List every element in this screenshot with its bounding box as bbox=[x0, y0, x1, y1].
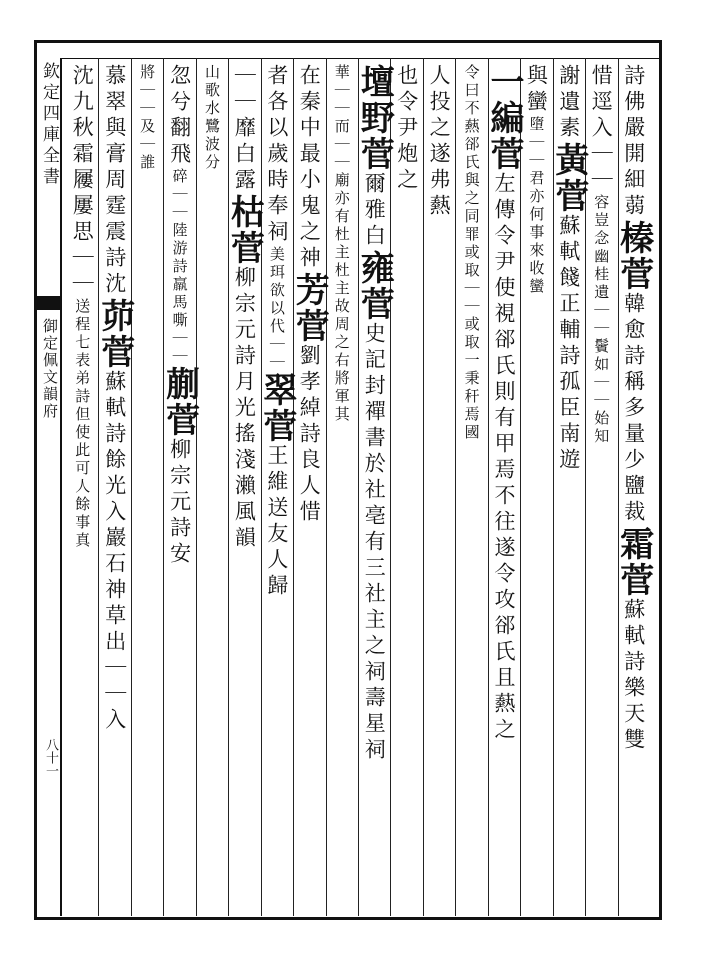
entry-headword: 黃菅 bbox=[548, 142, 589, 214]
column-rule bbox=[131, 58, 132, 916]
entry-headword: 壇野菅 bbox=[354, 64, 395, 172]
body-text: ｜｜靡白露 bbox=[232, 64, 257, 194]
entry-headword: 茆菅 bbox=[94, 298, 135, 370]
commentary-text: 送程七表弟詩但使此可人餘事真 bbox=[73, 298, 92, 550]
text-column bbox=[198, 64, 226, 914]
body-text: 沈九秋霜屨屢思｜｜ bbox=[70, 64, 95, 298]
commentary-text: 而｜｜廟亦有杜主杜主故周之右將軍其 bbox=[332, 118, 351, 424]
commentary-text: 容豈念幽桂遺｜｜ bbox=[592, 194, 611, 338]
column-rule bbox=[423, 58, 424, 916]
entry-headword: 翠菅 bbox=[256, 372, 297, 444]
body-text: 柳宗元詩月光搖淺瀨風韻 bbox=[232, 266, 257, 552]
column-rule bbox=[390, 58, 391, 916]
fish-tail-mark bbox=[34, 296, 60, 310]
body-text: 與蠻 bbox=[524, 64, 549, 116]
text-column bbox=[522, 64, 550, 914]
text-column bbox=[548, 64, 589, 914]
header-rule bbox=[60, 58, 662, 59]
text-column bbox=[94, 64, 135, 914]
commentary-text: 碎｜｜陸游詩羸馬嘶｜｜ bbox=[170, 168, 189, 366]
commentary-text: 墮｜｜君亦何事來收蠻 bbox=[527, 116, 546, 296]
column-rule bbox=[163, 58, 164, 916]
body-text: 蘇軾詩樂天雙 bbox=[621, 598, 646, 754]
text-column bbox=[159, 64, 200, 914]
margin-title: 欽定四庫全書 bbox=[39, 62, 59, 188]
column-rule bbox=[358, 58, 359, 916]
column-rule bbox=[98, 58, 99, 916]
column-rule bbox=[261, 58, 262, 916]
commentary-text: 山歌水鷺波分 bbox=[203, 64, 221, 172]
text-column bbox=[613, 64, 654, 914]
entry-headword: 雍菅 bbox=[354, 250, 395, 322]
column-rule bbox=[455, 58, 456, 916]
body-text: 慕翠與膏周霆震詩沈 bbox=[102, 64, 127, 298]
body-text: 蘇軾詩餘光入巖石神草出｜｜入 bbox=[102, 370, 127, 734]
commentary-text: 令曰不爇郤氏與之同罪或取｜｜或取一秉秆焉國 bbox=[462, 64, 481, 442]
margin-rule bbox=[60, 58, 62, 916]
body-text: 蘇軾餞正輔詩孤臣南遊 bbox=[556, 214, 581, 474]
body-text: 謝遺素 bbox=[556, 64, 581, 142]
commentary-text: 將｜｜及｜誰 bbox=[138, 64, 157, 172]
commentary-text: 美珥欲以代｜｜ bbox=[267, 246, 286, 372]
body-text: 者各以歲時奉祠 bbox=[264, 64, 289, 246]
body-text: 也令尹炮之 bbox=[394, 64, 419, 194]
column-rule bbox=[553, 58, 554, 916]
column-rule bbox=[488, 58, 489, 916]
body-text: 惜逕入｜｜ bbox=[589, 64, 614, 194]
column-rule bbox=[228, 58, 229, 916]
margin-book-title: 御定佩文韻府 bbox=[41, 318, 59, 420]
entry-headword: 霜菅 bbox=[613, 526, 654, 598]
column-rule bbox=[293, 58, 294, 916]
column-rule bbox=[618, 58, 619, 916]
text-column bbox=[133, 64, 161, 914]
text-column bbox=[354, 64, 395, 914]
column-rule bbox=[520, 58, 521, 916]
text-column bbox=[68, 64, 96, 914]
body-text: 忽兮翻飛 bbox=[167, 64, 192, 168]
commentary-text: 鬢如｜｜始知 bbox=[592, 338, 611, 446]
body-text: 柳宗元詩安 bbox=[167, 438, 192, 568]
entry-headword: 枯菅 bbox=[224, 194, 265, 266]
column-rule bbox=[196, 58, 197, 916]
body-text: 左傳令尹使視郤氏則有甲焉不往遂令攻郤氏且爇之 bbox=[492, 172, 516, 744]
text-column bbox=[289, 64, 330, 914]
entry-headword: 芳菅 bbox=[289, 272, 330, 344]
text-column bbox=[393, 64, 421, 914]
body-text: 史記封禪書於社亳有三社主之祠壽星祠 bbox=[362, 322, 387, 764]
body-text: 人投之遂弗爇 bbox=[427, 64, 452, 220]
text-column bbox=[458, 64, 486, 914]
entry-headword: 一編菅 bbox=[484, 64, 524, 172]
text-column bbox=[587, 64, 615, 914]
margin-page-number: 八十一 bbox=[43, 738, 58, 777]
body-text: 詩佛嚴開細蒻 bbox=[621, 64, 646, 220]
column-rule bbox=[326, 58, 327, 916]
text-column bbox=[484, 64, 524, 914]
text-column bbox=[328, 64, 356, 914]
text-column bbox=[256, 64, 297, 914]
entry-headword: 榛菅 bbox=[613, 220, 654, 292]
body-text: 劉孝綽詩良人惜 bbox=[297, 344, 322, 526]
body-text: 爾雅白 bbox=[362, 172, 387, 250]
body-text: 王維送友人歸 bbox=[264, 444, 289, 600]
text-column bbox=[425, 64, 453, 914]
body-text: 在秦中最小鬼之神 bbox=[297, 64, 322, 272]
commentary-text: 華｜｜ bbox=[332, 64, 351, 118]
entry-headword: 蒯菅 bbox=[159, 366, 200, 438]
text-column bbox=[224, 64, 265, 914]
body-text: 韓愈詩稱多量少鹽裁 bbox=[621, 292, 646, 526]
